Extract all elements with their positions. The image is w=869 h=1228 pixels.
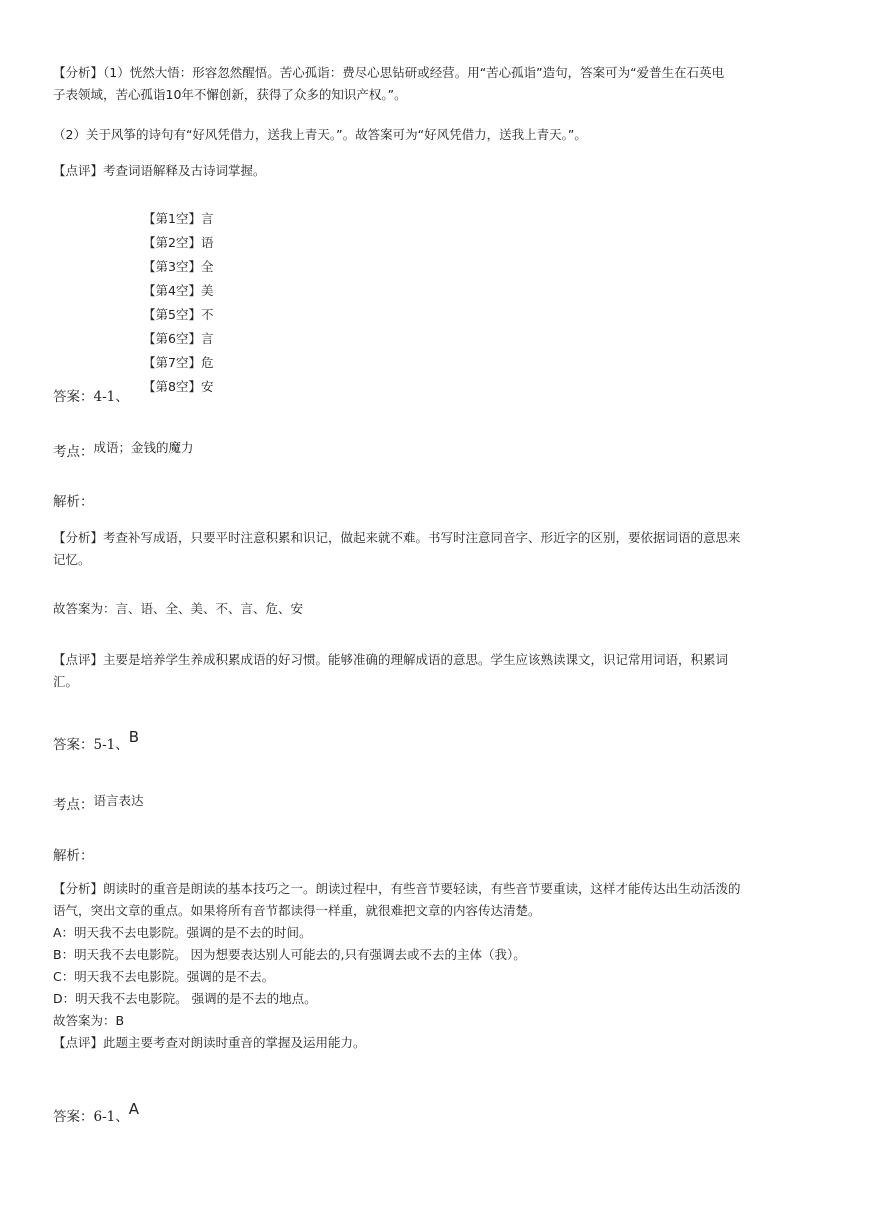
jiexi-5-label: 解析： xyxy=(53,848,94,864)
answer-4-1-label: 答案：4-1、 xyxy=(53,389,129,405)
q4-comment: 【点评】考查词语解释及古诗词掌握。 xyxy=(53,163,266,178)
fill-blank-7: 【第7空】危 xyxy=(143,355,214,370)
answer-6-1-choice: A xyxy=(128,1100,140,1118)
q5-option-b: B：明天我不去电影院。 因为想要表达别人可能去的,只有强调去或不去的主体（我）。 xyxy=(53,947,526,962)
fill-blank-8: 【第8空】安 xyxy=(143,379,214,394)
q4-fill-comment-line1: 【点评】主要是培养学生养成积累成语的好习惯。能够准确的理解成语的意思。学生应该熟读课文，识记常用词语，积累词 xyxy=(53,652,729,667)
fill-blank-1: 【第1空】言 xyxy=(143,211,214,226)
q4-analysis-line2: 子表领域，苦心孤诣10年不懈创新，获得了众多的知识产权。”。 xyxy=(53,87,407,102)
q4-fill-analysis-line2: 记忆。 xyxy=(53,552,91,567)
q4-fill-comment-line2: 汇。 xyxy=(53,674,79,689)
q4-analysis-line1: 【分析】（1）恍然大悟：形容忽然醒悟。苦心孤诣：费尽心思钻研或经营。用“苦心孤诣”造句，答案可为“爱普生在石英电 xyxy=(53,65,725,80)
q5-analysis-line1: 【分析】朗读时的重音是朗读的基本技巧之一。朗读过程中，有些音节要轻读，有些音节要重读，这样才能传达出生动活泼的 xyxy=(53,881,741,896)
q4-fill-analysis-line1: 【分析】考查补写成语，只要平时注意积累和识记，做起来就不难。书写时注意同音字、形近字的区别，要依据词语的意思来 xyxy=(53,530,741,545)
fill-blank-4: 【第4空】美 xyxy=(143,283,214,298)
fill-blank-list xyxy=(143,207,213,399)
q5-analysis-line2: 语气，突出文章的重点。如果将所有音节都读得一样重，就很难把文章的内容传达清楚。 xyxy=(53,903,541,918)
kaodian-5 xyxy=(53,793,144,814)
answer-5-1 xyxy=(53,728,140,754)
q4-analysis-para2: （2）关于风筝的诗句有“好风凭借力，送我上青天。”。故答案可为“好风凭借力，送我上青天。”。 xyxy=(53,127,587,142)
kaodian-4-label: 考点： xyxy=(53,444,94,460)
q4-fill-comment xyxy=(53,649,823,693)
jiexi-4-label: 解析： xyxy=(53,494,94,510)
fill-blank-2: 【第2空】语 xyxy=(143,235,214,250)
answer-6-1-label: 答案：6-1、 xyxy=(53,1109,129,1125)
kaodian-5-value: 语言表达 xyxy=(93,793,144,808)
q4-fill-analysis xyxy=(53,527,823,571)
q5-analysis xyxy=(53,878,823,1054)
answer-5-1-label: 答案：5-1、 xyxy=(53,737,129,753)
kaodian-5-label: 考点： xyxy=(53,797,94,813)
q4-fill-answer: 故答案为：言、语、全、美、不、言、危、安 xyxy=(53,601,304,616)
q5-option-c: C：明天我不去电影院。强调的是不去。 xyxy=(53,969,275,984)
fill-blank-3: 【第3空】全 xyxy=(143,259,214,274)
q5-option-d: D：明天我不去电影院。 强调的是不去的地点。 xyxy=(53,991,317,1006)
q5-answer: 故答案为：B xyxy=(53,1013,125,1028)
fill-blank-5: 【第5空】不 xyxy=(143,307,214,322)
q5-comment: 【点评】此题主要考查对朗读时重音的掌握及运用能力。 xyxy=(53,1035,366,1050)
fill-blank-6: 【第6空】言 xyxy=(143,331,214,346)
kaodian-4 xyxy=(53,440,194,461)
answer-6-1 xyxy=(53,1100,140,1126)
q5-option-a: A：明天我不去电影院。强调的是不去的时间。 xyxy=(53,925,312,940)
answer-5-1-choice: B xyxy=(128,728,140,746)
kaodian-4-value: 成语；金钱的魔力 xyxy=(93,440,194,455)
q4-analysis-para1 xyxy=(53,62,823,106)
